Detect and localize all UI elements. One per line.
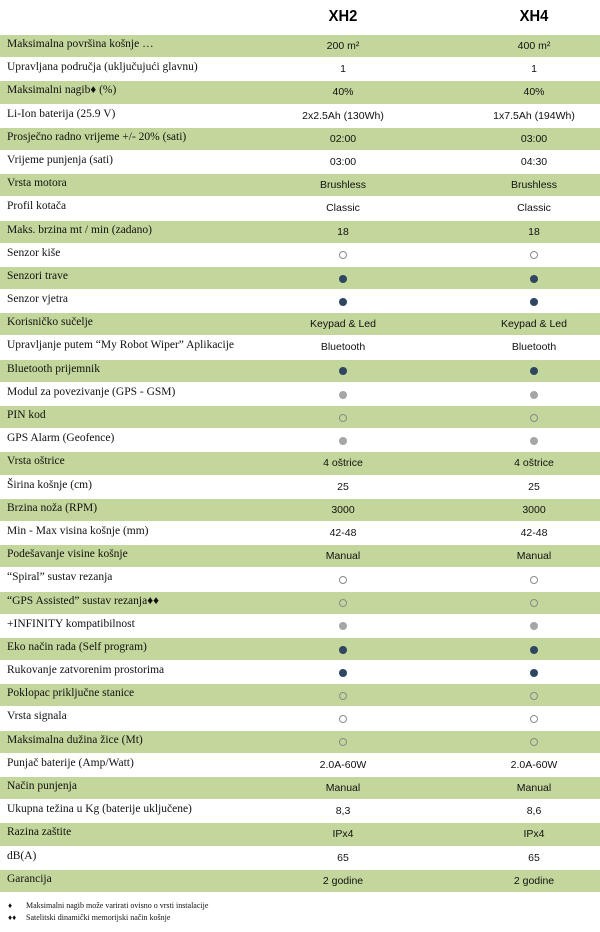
- xh2-value: 65: [337, 851, 349, 864]
- table-row: [0, 521, 600, 544]
- hollow-circle-icon: [530, 576, 538, 584]
- xh4-value: Manual: [516, 550, 552, 563]
- spec-label: Ukupna težina u Kg (baterije uključene): [7, 803, 192, 816]
- xh2-value: 02:00: [329, 132, 357, 145]
- table-row: [0, 405, 600, 428]
- spec-label: Širina košnje (cm): [7, 478, 92, 491]
- xh2-value: [283, 272, 403, 284]
- xh2-value: IPx4: [332, 828, 354, 841]
- table-row: [0, 591, 600, 614]
- table-row: [0, 335, 600, 358]
- xh2-value: [283, 434, 403, 446]
- xh2-value: [283, 597, 403, 609]
- xh2-value: [283, 249, 403, 261]
- table-row: [0, 614, 600, 637]
- table-row: [0, 451, 600, 474]
- hollow-circle-icon: [530, 692, 538, 700]
- xh4-value: [474, 736, 594, 748]
- table-row: [0, 289, 600, 312]
- hollow-circle-icon: [530, 251, 538, 259]
- xh2-value: [283, 411, 403, 423]
- grey-dot-icon: [530, 622, 538, 630]
- hollow-circle-icon: [339, 251, 347, 259]
- xh2-value: [283, 712, 403, 724]
- table-row: [0, 498, 600, 521]
- filled-dot-icon: [339, 298, 347, 306]
- xh2-value: 1: [340, 63, 346, 76]
- xh4-value: 04:30: [520, 155, 548, 168]
- xh2-value: Bluetooth: [320, 341, 366, 354]
- table-row: [0, 776, 600, 799]
- spec-label: Bluetooth prijemnik: [7, 362, 100, 375]
- xh4-value: 2.0A-60W: [510, 758, 558, 771]
- spec-label: Brzina noža (RPM): [7, 501, 98, 514]
- spec-label: Maksimalna dužina žice (Mt): [7, 733, 143, 746]
- table-row: [0, 428, 600, 451]
- table-row: [0, 753, 600, 776]
- grey-dot-icon: [339, 622, 347, 630]
- spec-label: Eko način rada (Self program): [7, 640, 147, 653]
- model-xh2-heading: XH2: [328, 8, 358, 25]
- spec-label: “GPS Assisted” sustav rezanja♦♦: [7, 594, 159, 607]
- table-row: [0, 637, 600, 660]
- xh4-value: [474, 620, 594, 632]
- xh4-value: 25: [528, 480, 540, 493]
- spec-label: Vrsta motora: [7, 177, 67, 190]
- xh2-value: 8,3: [335, 805, 351, 818]
- xh4-value: 03:00: [520, 132, 548, 145]
- xh4-value: [474, 295, 594, 307]
- spec-label: Punjač baterije (Amp/Watt): [7, 756, 134, 769]
- table-row: [0, 822, 600, 845]
- xh2-value: 2 godine: [322, 874, 364, 887]
- spec-label: dB(A): [7, 849, 37, 862]
- filled-dot-icon: [530, 275, 538, 283]
- spec-label: Senzor vjetra: [7, 293, 68, 306]
- spec-label: +INFINITY kompatibilnost: [7, 617, 135, 630]
- table-row: [0, 312, 600, 335]
- grey-dot-icon: [339, 391, 347, 399]
- xh2-value: Keypad & Led: [310, 318, 376, 331]
- xh2-value: 42-48: [329, 526, 357, 539]
- xh4-value: Manual: [516, 782, 552, 794]
- xh4-value: [474, 573, 594, 585]
- xh4-value: 2 godine: [513, 874, 555, 887]
- footnote-text: Satelitski dinamički memorijski način košnje: [26, 913, 171, 922]
- table-row: [0, 196, 600, 219]
- table-row: [0, 104, 600, 127]
- table-row: [0, 266, 600, 289]
- spec-label: Modul za povezivanje (GPS - GSM): [7, 385, 176, 398]
- table-row: [0, 127, 600, 150]
- xh4-value: 40%: [523, 86, 545, 99]
- table-row: [0, 869, 600, 892]
- xh4-value: 1x7.5Ah (194Wh): [493, 109, 575, 122]
- xh2-value: 2x2.5Ah (130Wh): [302, 109, 384, 122]
- xh4-value: [474, 643, 594, 655]
- xh2-value: Manual: [325, 550, 361, 563]
- model-xh4-heading: XH4: [519, 8, 549, 25]
- spec-label: Poklopac priključne stanice: [7, 687, 135, 700]
- spec-label: Maksimalna površina košnje …: [7, 38, 154, 50]
- xh2-value: 40%: [332, 86, 354, 99]
- xh2-value: [283, 689, 403, 701]
- hollow-circle-icon: [339, 599, 347, 607]
- table-row: [0, 243, 600, 266]
- spec-label: Maks. brzina mt / min (zadano): [7, 223, 152, 236]
- xh4-value: Bluetooth: [511, 341, 557, 354]
- spec-label: Upravljanje putem “My Robot Wiper” Aplikacije: [7, 339, 235, 352]
- filled-dot-icon: [530, 298, 538, 306]
- spec-label: Senzor kiše: [7, 246, 61, 259]
- xh4-value: [474, 666, 594, 678]
- table-row: [0, 80, 600, 103]
- table-row: [0, 706, 600, 729]
- spec-label: Vrijeme punjenja (sati): [7, 153, 113, 166]
- spec-label: “Spiral” sustav rezanja: [7, 571, 113, 584]
- spec-label: Upravljana područja (uključujući glavnu): [7, 61, 198, 74]
- table-row: [0, 683, 600, 706]
- spec-label: Vrsta signala: [7, 710, 67, 723]
- table-row: [0, 150, 600, 173]
- spec-label: Korisničko sučelje: [7, 316, 93, 329]
- xh4-value: 3000: [522, 503, 546, 516]
- hollow-circle-icon: [339, 576, 347, 584]
- xh4-value: [474, 434, 594, 446]
- filled-dot-icon: [530, 669, 538, 677]
- xh4-value: [474, 712, 594, 724]
- xh4-value: 1: [531, 63, 537, 76]
- spec-label: Prosječno radno vrijeme +/- 20% (sati): [7, 130, 187, 143]
- hollow-circle-icon: [339, 692, 347, 700]
- hollow-circle-icon: [339, 414, 347, 422]
- spec-label: Li-Ion baterija (25.9 V): [7, 107, 116, 120]
- xh4-value: 8,6: [526, 805, 542, 818]
- footnote-text: Maksimalni nagib može varirati ovisno o vrsti instalacije: [26, 901, 209, 910]
- table-row: [0, 799, 600, 822]
- footnotes: [8, 900, 598, 924]
- xh2-value: [283, 365, 403, 377]
- table-row: [0, 567, 600, 590]
- xh2-value: 200 m²: [326, 40, 360, 52]
- xh4-value: [474, 597, 594, 609]
- xh4-value: [474, 689, 594, 701]
- grey-dot-icon: [530, 391, 538, 399]
- xh4-value: [474, 272, 594, 284]
- spec-label: Vrsta oštrice: [7, 455, 65, 468]
- footnote: [8, 900, 598, 912]
- table-row: [0, 173, 600, 196]
- table-row: [0, 660, 600, 683]
- hollow-circle-icon: [530, 599, 538, 607]
- spec-label: GPS Alarm (Geofence): [7, 432, 115, 445]
- table-header: [0, 0, 600, 34]
- xh4-value: Keypad & Led: [501, 318, 567, 331]
- spec-label: Min - Max visina košnje (mm): [7, 524, 149, 537]
- xh4-value: 18: [528, 225, 540, 238]
- xh4-value: [474, 365, 594, 377]
- xh2-value: [283, 643, 403, 655]
- hollow-circle-icon: [530, 414, 538, 422]
- xh2-value: 18: [337, 225, 349, 238]
- xh2-value: Classic: [326, 202, 360, 215]
- table-row: [0, 34, 600, 57]
- spec-label: PIN kod: [7, 409, 46, 421]
- xh2-value: [283, 388, 403, 400]
- spec-label: Profil kotača: [7, 200, 67, 213]
- xh2-value: [283, 666, 403, 678]
- xh4-value: Brushless: [510, 179, 558, 192]
- spec-label: Garancija: [7, 872, 52, 885]
- xh2-value: Brushless: [319, 179, 367, 192]
- xh4-value: 400 m²: [517, 40, 551, 52]
- xh4-value: 65: [528, 851, 540, 864]
- xh4-value: Classic: [517, 202, 551, 215]
- table-row: [0, 57, 600, 80]
- hollow-circle-icon: [339, 738, 347, 746]
- xh4-value: [474, 388, 594, 400]
- filled-dot-icon: [530, 646, 538, 654]
- table-row: [0, 382, 600, 405]
- xh2-value: 25: [337, 480, 349, 493]
- grey-dot-icon: [339, 437, 347, 445]
- hollow-circle-icon: [530, 715, 538, 723]
- filled-dot-icon: [530, 367, 538, 375]
- xh4-value: 4 oštrice: [514, 457, 554, 470]
- spec-label: Razina zaštite: [7, 826, 72, 839]
- double-diamond-icon: ♦♦: [8, 913, 17, 922]
- table-row: [0, 475, 600, 498]
- xh2-value: [283, 620, 403, 632]
- table-row: [0, 359, 600, 382]
- diamond-icon: ♦: [8, 901, 13, 910]
- xh2-value: Manual: [325, 782, 361, 794]
- filled-dot-icon: [339, 669, 347, 677]
- table-row: [0, 730, 600, 753]
- filled-dot-icon: [339, 275, 347, 283]
- xh2-value: 03:00: [329, 155, 357, 168]
- filled-dot-icon: [339, 367, 347, 375]
- spec-label: Rukovanje zatvorenim prostorima: [7, 664, 165, 677]
- hollow-circle-icon: [339, 715, 347, 723]
- spec-label: Način punjenja: [7, 780, 77, 792]
- filled-dot-icon: [339, 646, 347, 654]
- footnote: [8, 912, 598, 924]
- xh2-value: 4 oštrice: [323, 457, 363, 470]
- xh2-value: 3000: [331, 503, 355, 516]
- hollow-circle-icon: [530, 738, 538, 746]
- xh2-value: [283, 736, 403, 748]
- xh2-value: [283, 573, 403, 585]
- grey-dot-icon: [530, 437, 538, 445]
- table-row: [0, 544, 600, 567]
- table-row: [0, 220, 600, 243]
- xh2-value: 2.0A-60W: [319, 758, 367, 771]
- spec-label: Maksimalni nagib♦ (%): [7, 84, 117, 97]
- spec-label: Senzori trave: [7, 269, 68, 282]
- spec-table: [0, 34, 600, 892]
- spec-label: Podešavanje visine košnje: [7, 548, 128, 561]
- table-row: [0, 846, 600, 869]
- xh4-value: [474, 249, 594, 261]
- xh4-value: IPx4: [523, 828, 545, 841]
- xh2-value: [283, 295, 403, 307]
- xh4-value: [474, 411, 594, 423]
- xh4-value: 42-48: [520, 526, 548, 539]
